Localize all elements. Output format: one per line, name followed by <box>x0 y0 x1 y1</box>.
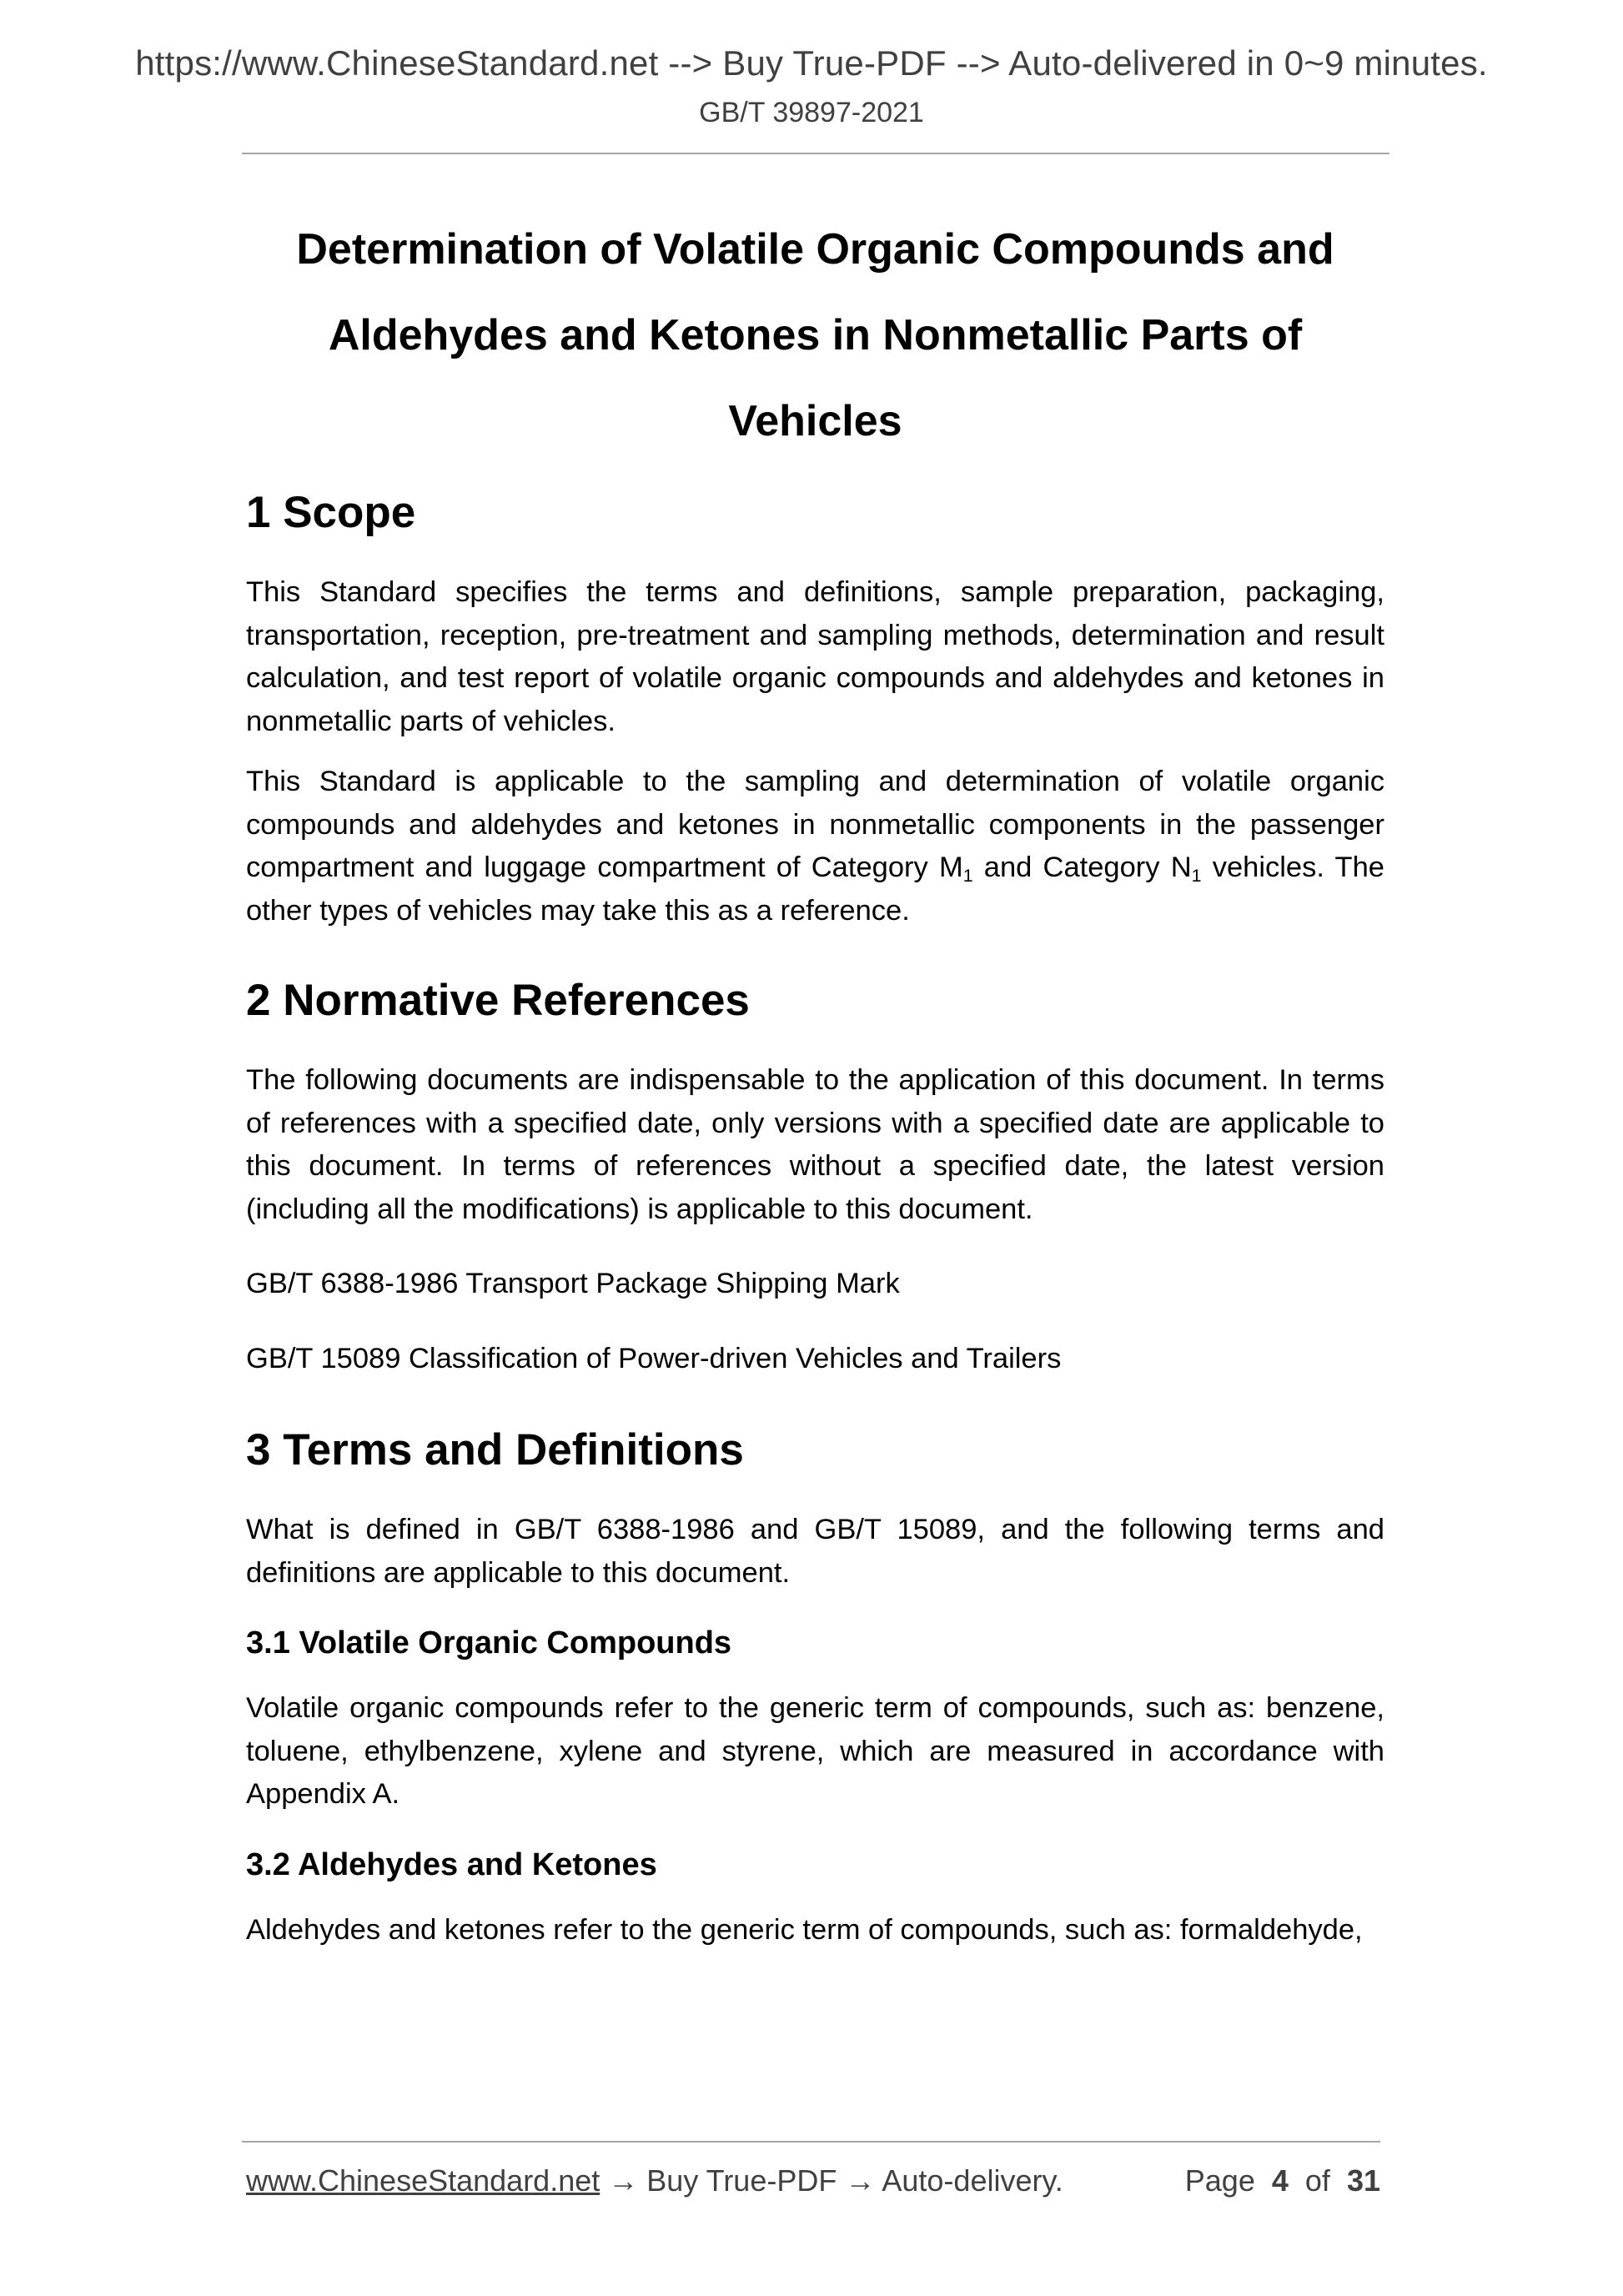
normative-paragraph: The following documents are indispensable to the application of this document. In terms of references with a specified date, only versions with a specified date are applicable to this document. In terms of references without a specified date, the latest version (including all the modifications) is applicable to this document. <box>246 1064 1384 1225</box>
footer-site-link[interactable]: www.ChineseStandard.net <box>246 2163 600 2198</box>
footer-buy-text: Buy True-PDF <box>646 2163 837 2198</box>
title-line-1: Determination of Volatile Organic Compounds and <box>296 225 1334 274</box>
terms-paragraph: What is defined in GB/T 6388-1986 and GB/T 15089, and the following terms and definitions are applicable to this document. <box>246 1514 1384 1589</box>
page-number: Page 4 of 31 <box>1184 2163 1380 2198</box>
subsection-3-1-paragraph: Volatile organic compounds refer to the generic term of compounds, such as: benzene, toluene, ethylbenzene, xylene and styrene, which are measured in accordance with Appendix A. <box>246 1692 1384 1810</box>
scope-paragraph-2: This Standard is applicable to the sampling and determination of volatile organic compounds and aldehydes and ketones in nonmetallic components in the passenger compartment and luggage compartment of Category $M_1$ and Category $N_1$ vehicles. The other types of vehicles may take this as a reference. <box>246 766 1384 927</box>
section-heading-scope: 1 Scope <box>246 488 416 537</box>
header-standard-number: GB/T 39897-2021 <box>699 97 924 128</box>
arrow-icon: → <box>845 2163 876 2198</box>
normative-reference-1: GB/T 6388-1986 Transport Package Shipping Mark <box>246 1268 900 1299</box>
document-title <box>246 207 1384 465</box>
current-page: 4 <box>1271 2163 1289 2198</box>
footer-divider <box>242 2141 1380 2143</box>
section-heading-terms-definitions: 3 Terms and Definitions <box>246 1425 744 1475</box>
section-heading-normative-references: 2 Normative References <box>246 976 750 1025</box>
page-footer <box>246 2160 1380 2202</box>
subsection-3-2-paragraph: Aldehydes and ketones refer to the generic term of compounds, such as: formaldehyde, <box>246 1913 1363 1946</box>
arrow-icon: → <box>608 2163 639 2198</box>
subsection-heading-3-2: 3.2 Aldehydes and Ketones <box>246 1846 657 1882</box>
title-line-3: Vehicles <box>728 397 902 445</box>
subsection-heading-3-1: 3.1 Volatile Organic Compounds <box>246 1625 732 1660</box>
title-line-2: Aldehydes and Ketones in Nonmetallic Parts of <box>328 311 1303 359</box>
header-banner: https://www.ChineseStandard.net --> Buy True-PDF --> Auto-delivered in 0~9 minutes. <box>135 43 1488 83</box>
footer-auto-delivery-text: Auto-delivery. <box>882 2163 1063 2198</box>
scope-paragraph-1: This Standard specifies the terms and definitions, sample preparation, packaging, transportation, reception, pre-treatment and sampling methods, determination and result calculation, and test report of volatile organic compounds and aldehydes and ketones in nonmetallic parts of vehicles. <box>246 576 1384 737</box>
total-pages: 31 <box>1346 2163 1380 2198</box>
header-divider <box>242 153 1389 154</box>
normative-reference-2: GB/T 15089 Classification of Power-driven Vehicles and Trailers <box>246 1342 1062 1374</box>
page-content <box>246 207 1384 1952</box>
